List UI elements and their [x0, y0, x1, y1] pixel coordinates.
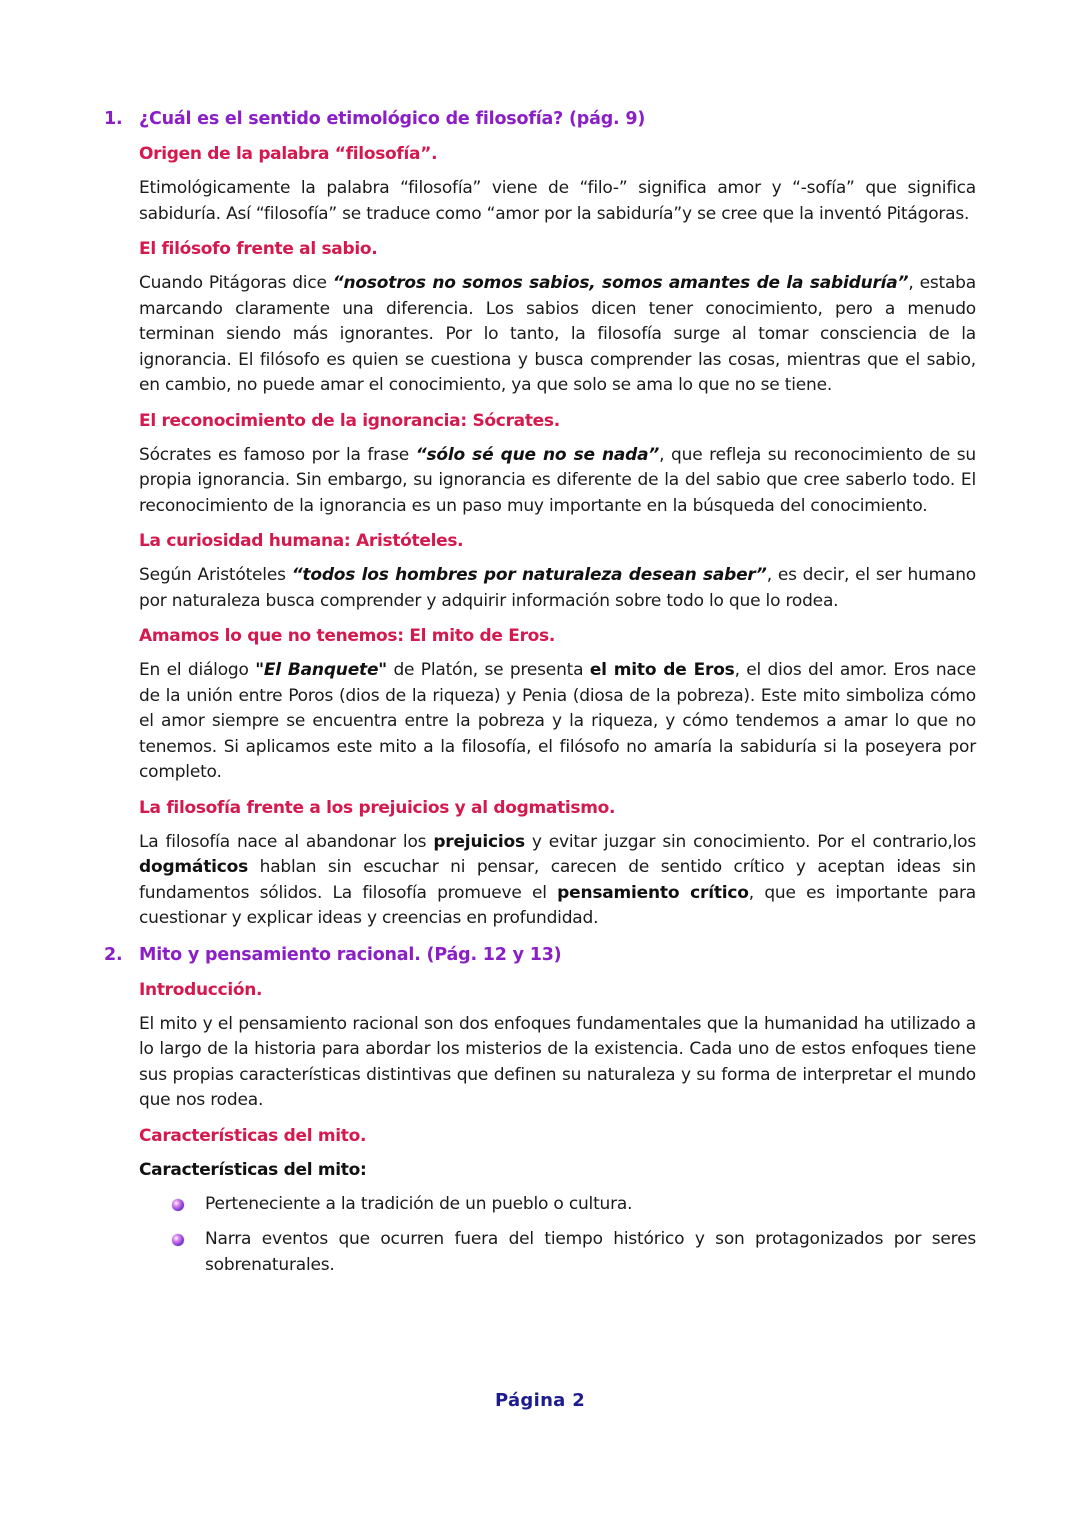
emphasis-text: dogmáticos — [139, 857, 249, 877]
page-footer — [0, 1390, 1080, 1411]
paragraph — [139, 271, 976, 399]
emphasis-text: “nosotros no somos sabios, somos amantes de la sabiduría” — [332, 273, 909, 293]
emphasis-text: pensamiento crítico — [557, 882, 749, 903]
text-run: de Platón, se presenta — [386, 660, 590, 680]
emphasis-text: prejuicios — [433, 831, 525, 852]
text-run: , que es importante para cuestionar y explicar ideas y creencias en profundidad. — [139, 882, 976, 928]
list-item-text: Perteneciente a la tradición de un pueblo o cultura. — [205, 1193, 633, 1214]
list-item — [167, 1227, 976, 1278]
question-title: Mito y pensamiento racional. (Pág. 12 y 13) — [139, 944, 562, 965]
block-socrates — [139, 409, 976, 520]
block-eros — [139, 624, 976, 786]
text-run: , que refleja su reconocimiento de su propia ignorancia. Sin embargo, su ignorancia es diferente de la del sabio que cree saberlo todo. El reconocimiento de la ignorancia es un paso muy importante en la búsqueda del conocimiento. — [139, 444, 976, 516]
emphasis-text: " — [378, 660, 387, 680]
question-title: ¿Cuál es el sentido etimológico de filosofía? (pág. 9) — [139, 109, 646, 129]
paragraph — [139, 563, 976, 614]
text-run: , el dios del amor. Eros nace de la unión entre Poros (dios de la riqueza) y Penia (diosa de la pobreza). Este mito simboliza cómo el amor siempre se encuentra entre la pobreza y la riqueza, y cómo tendemos a amar lo que no tenemos. Si aplicamos este mito a la filosofía, el filósofo no amaría la sabiduría si la poseyera por completo. — [139, 660, 977, 782]
sub-heading: La filosofía frente a los prejuicios y al dogmatismo. — [139, 797, 616, 818]
block-prejuicios — [139, 796, 976, 932]
gradient-sphere-bullet-icon — [172, 1199, 184, 1211]
text-run: El mito y el pensamiento racional son dos enfoques fundamentales que la humanidad ha utilizado a lo largo de la historia para abordar los misterios de la existencia. Cada uno de estos enfoques tiene sus propias características distintivas que definen su naturaleza y su forma de interpretar el mundo que nos rodea. — [139, 1013, 976, 1110]
text-run: En el diálogo — [139, 660, 256, 680]
paragraph — [139, 1012, 976, 1114]
paragraph — [139, 443, 976, 520]
sub-heading: Origen de la palabra “filosofía”. — [139, 144, 438, 164]
page-label: Página — [494, 1390, 566, 1411]
question-number: 1. — [104, 109, 123, 129]
text-run: La filosofía nace al abandonar los — [139, 831, 434, 852]
paragraph — [139, 658, 976, 786]
sub-heading: Características del mito. — [139, 1125, 367, 1146]
list-heading: Características del mito: — [139, 1159, 367, 1180]
bullet-list — [139, 1192, 976, 1279]
section-2 — [104, 942, 976, 1279]
question-heading — [104, 106, 976, 132]
page-content — [104, 106, 976, 1288]
block-introduccion — [139, 978, 976, 1114]
question-number: 2. — [104, 944, 123, 965]
gradient-sphere-bullet-icon — [172, 1234, 184, 1246]
text-run: Etimológicamente la palabra “filosofía” viene de “filo-” significa amor y “-sofía” que significa sabiduría. Así “filosofía” se traduce como “amor por la sabiduría”y se cree que la inventó Pitágoras. — [139, 178, 976, 224]
block-filosofo-sabio — [139, 237, 976, 399]
sub-heading: Introducción. — [139, 979, 263, 1000]
emphasis-text: “todos los hombres por naturaleza desean saber” — [291, 565, 767, 585]
text-run: hablan sin escuchar ni pensar, carecen de sentido crítico y aceptan ideas sin fundamentos sólidos. La filosofía promueve el — [139, 857, 976, 903]
text-run: Sócrates es famoso por la frase — [139, 444, 416, 465]
block-origen — [139, 142, 976, 227]
paragraph — [139, 830, 976, 932]
question-heading — [104, 942, 976, 968]
block-aristoteles — [139, 529, 976, 614]
sub-heading: Amamos lo que no tenemos: El mito de Eros. — [139, 626, 556, 646]
text-run: Cuando Pitágoras dice — [139, 273, 333, 293]
paragraph — [139, 176, 976, 227]
text-run: y evitar juzgar sin conocimiento. Por el contrario,los — [524, 831, 976, 852]
emphasis-text: el mito de Eros — [589, 660, 735, 680]
emphasis-text: El Banquete — [263, 660, 379, 680]
section-1 — [104, 106, 976, 932]
text-run: , es decir, el ser humano por naturaleza busca comprender y adquirir información sobre todo lo que lo rodea. — [139, 565, 976, 611]
emphasis-text: " — [255, 660, 264, 680]
text-run: , estaba marcando claramente una diferencia. Los sabios dicen tener conocimiento, pero a menudo terminan siendo más ignorantes. Por lo tanto, la filosofía surge al tomar consciencia de la ignorancia. El filósofo es quien se cuestiona y busca comprender las cosas, mientras que el sabio, en cambio, no puede amar el conocimiento, ya que solo se ama lo que no se tiene. — [139, 273, 976, 395]
text-run: Según Aristóteles — [139, 565, 292, 585]
list-item — [167, 1192, 976, 1218]
sub-heading: La curiosidad humana: Aristóteles. — [139, 531, 464, 551]
sub-heading: El filósofo frente al sabio. — [139, 239, 378, 259]
list-item-text: Narra eventos que ocurren fuera del tiempo histórico y son protagonizados por seres sobrenaturales. — [205, 1229, 976, 1275]
block-caracteristicas — [139, 1124, 976, 1279]
page-number: 2 — [572, 1390, 586, 1411]
emphasis-text: “sólo sé que no se nada” — [415, 444, 660, 465]
sub-heading: El reconocimiento de la ignorancia: Sócrates. — [139, 410, 560, 431]
